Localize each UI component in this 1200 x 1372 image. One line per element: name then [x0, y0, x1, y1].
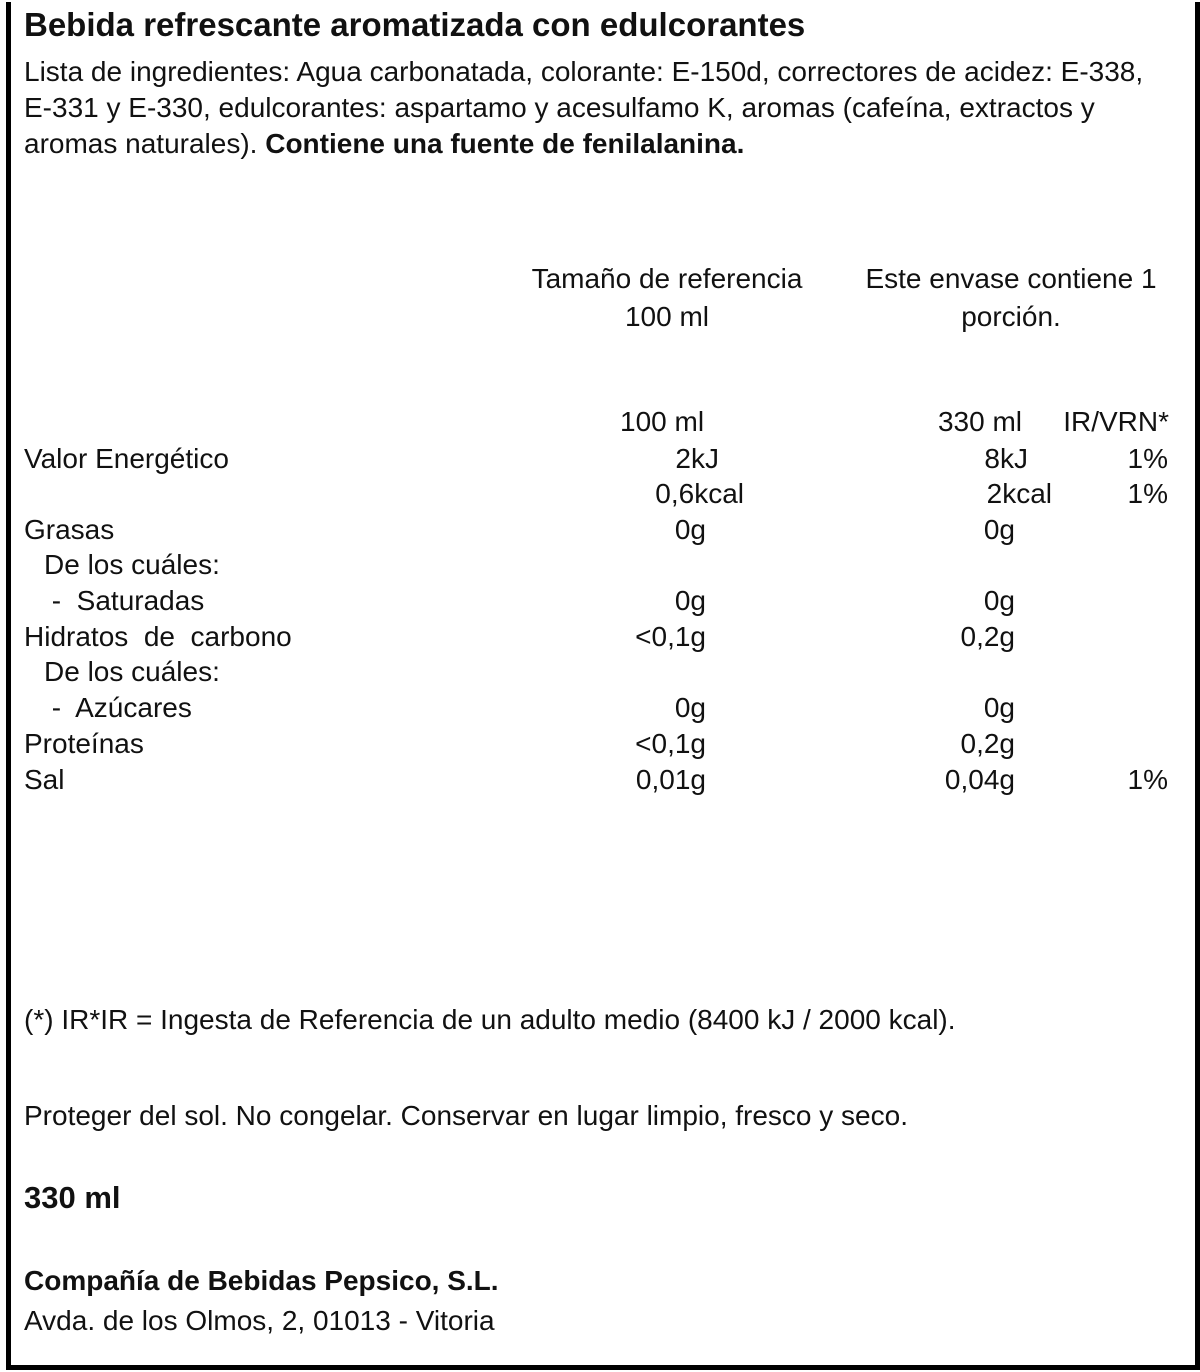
company-address: Avda. de los Olmos, 2, 01013 - Vitoria [24, 1305, 495, 1336]
value-330ml: 0g [983, 692, 1015, 723]
value-100ml: 0g [674, 514, 706, 545]
product-title: Bebida refrescante aromatizada con edulcorantes [24, 6, 806, 43]
row-label: - Azúcares [44, 692, 192, 723]
value-330ml: 0,2g [960, 728, 1015, 759]
phenylalanine-warning: Contiene una fuente de fenilalanina. [265, 128, 745, 159]
value-ir: 1% [1127, 478, 1168, 509]
row-label: Sal [24, 764, 65, 795]
row-label: Valor Energético [24, 443, 229, 474]
value-100ml: 0g [674, 692, 706, 723]
value-100ml: 0,01g [635, 764, 706, 795]
value-100ml: <0,1g [635, 728, 706, 759]
value-100ml: 2kJ [675, 443, 719, 474]
col-header-330ml: 330 ml [937, 406, 1022, 437]
ingredients-list [24, 54, 1164, 162]
value-330ml: 0g [983, 585, 1015, 616]
value-330ml: 2kcal [986, 478, 1052, 509]
value-330ml: 0,2g [960, 621, 1015, 652]
company-name: Compañía de Bebidas Pepsico, S.L. [24, 1265, 499, 1296]
col-header-ir: IR/VRN* [1063, 406, 1169, 437]
row-label: - Saturadas [44, 585, 205, 616]
row-label: Grasas [24, 514, 115, 545]
row-label: De los cuáles: [44, 656, 220, 687]
value-100ml: <0,1g [635, 621, 706, 652]
value-ir: 1% [1127, 764, 1168, 795]
value-100ml: 0g [674, 585, 706, 616]
col-header-100ml: 100 ml [620, 406, 705, 437]
value-100ml: 0,6kcal [655, 478, 744, 509]
net-volume: 330 ml [24, 1180, 121, 1215]
value-330ml: 0,04g [944, 764, 1015, 795]
package-portion-header: Este envase contiene 1 porción. [865, 263, 1157, 332]
reference-size-header: Tamaño de referencia 100 ml [531, 263, 803, 332]
storage-instructions: Proteger del sol. No congelar. Conservar en lugar limpio, fresco y seco. [24, 1100, 908, 1131]
reference-intake-footnote: (*) IR*IR = Ingesta de Referencia de un adulto medio (8400 kJ / 2000 kcal). [24, 1004, 956, 1035]
value-330ml: 0g [983, 514, 1015, 545]
row-label: De los cuáles: [44, 549, 220, 580]
row-label: Hidratos de carbono [24, 621, 292, 652]
row-label: Proteínas [24, 728, 144, 759]
value-330ml: 8kJ [984, 443, 1028, 474]
value-ir: 1% [1127, 443, 1168, 474]
ingredients-text: Lista de ingredientes: Agua carbonatada, colorante: E-150d, correctores de acidez: E-338, E-331 y E-330, edulcorantes: aspartamo y acesulfamo K, aromas (cafeína, extractos y aromas naturales). [24, 56, 1144, 159]
